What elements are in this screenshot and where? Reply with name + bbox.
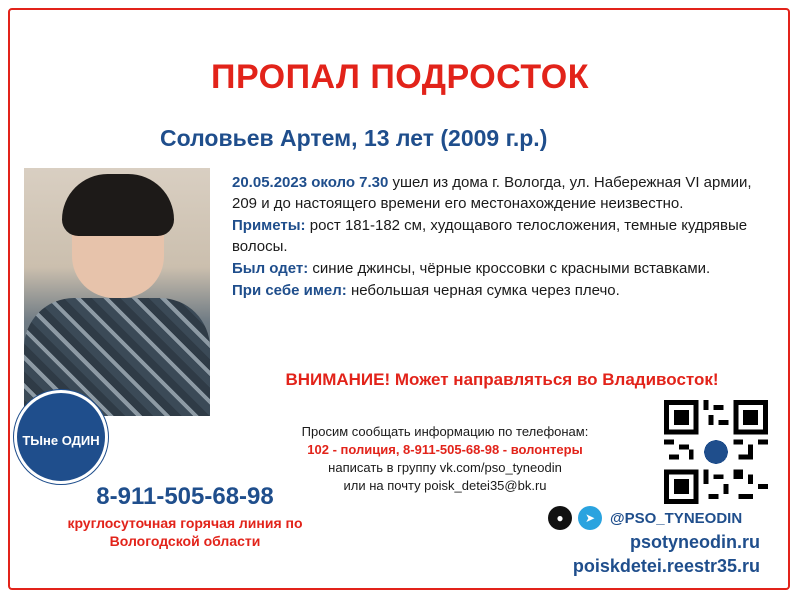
- features-text: рост 181-182 см, худощавого телосложения, темные кудрявые волосы.: [232, 217, 748, 255]
- items-label: При себе имел:: [232, 282, 347, 299]
- telegram-icon[interactable]: ➤: [578, 506, 602, 530]
- hotline-description: [40, 514, 330, 550]
- disappearance-date: 20.05.2023 около 7.30: [232, 174, 389, 191]
- missing-person-photo: [24, 168, 210, 416]
- description-block: [232, 172, 772, 302]
- logo-text: ТЫне ОДИН: [22, 433, 100, 448]
- features-paragraph: [232, 215, 772, 257]
- attention-warning: ВНИМАНИЕ! Может направляться во Владивосток!: [285, 370, 719, 389]
- hotline-text-line-2: Вологодской области: [109, 533, 261, 549]
- clothes-text: синие джинсы, чёрные кроссовки с красными вставками.: [308, 260, 711, 277]
- social-links: [548, 505, 742, 531]
- missing-person-name: Соловьев Артем, 13 лет (2009 г.р.): [160, 125, 548, 151]
- features-label: Приметы:: [232, 217, 306, 234]
- contact-line-vk[interactable]: написать в группу vk.com/pso_tyneodin: [328, 460, 562, 475]
- clothes-paragraph: [232, 258, 772, 279]
- items-text: небольшая черная сумка через плечо.: [346, 282, 620, 299]
- clothes-label: Был одет:: [232, 260, 309, 277]
- contact-line-phones: 102 - полиция, 8-911-505-68-98 - волонтеры: [307, 442, 583, 457]
- organization-logo: [14, 390, 108, 484]
- disappearance-text: ушел из дома г. Вологда, ул. Набережная VI армии, 209 и до настоящего времени его местонахождение неизвестно.: [232, 174, 752, 212]
- hotline-text-line-1: круглосуточная горячая линия по: [67, 515, 303, 531]
- disappearance-paragraph: [232, 172, 772, 214]
- qr-code-icon[interactable]: [664, 400, 768, 504]
- social-handle[interactable]: @PSO_TYNEODIN: [610, 509, 743, 527]
- poster-title: ПРОПАЛ ПОДРОСТОК: [211, 58, 589, 96]
- vk-dark-icon[interactable]: ●: [548, 506, 572, 530]
- hotline-phone[interactable]: 8-911-505-68-98: [96, 483, 274, 510]
- contact-line-1: Просим сообщать информацию по телефонам:: [301, 424, 589, 439]
- contact-line-email[interactable]: или на почту poisk_detei35@bk.ru: [343, 478, 547, 493]
- website-link-2[interactable]: poiskdetei.reestr35.ru: [572, 556, 760, 576]
- website-link-1[interactable]: psotyneodin.ru: [630, 532, 760, 552]
- items-paragraph: [232, 280, 772, 301]
